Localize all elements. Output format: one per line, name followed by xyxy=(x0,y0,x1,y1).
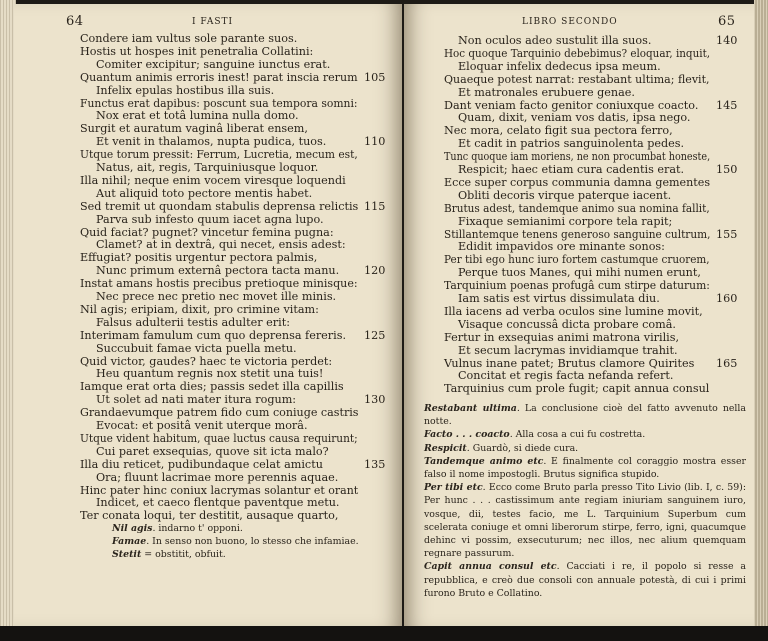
verse-line xyxy=(444,99,698,112)
verse-line xyxy=(80,200,358,213)
verse-text: Tarquinius cum prole fugit; capit annua consul xyxy=(444,382,710,396)
verse-text: Tunc quoque iam moriens, ne non procumbat honeste, xyxy=(444,150,711,164)
verse-text: Respicit; haec etiam cura cadentis erat. xyxy=(458,163,685,176)
verse-text: Parva sub infesto quum iacet agna lupo. xyxy=(96,212,324,226)
verse-text: Evocat: et positâ venit uterque morâ. xyxy=(96,419,308,432)
verse-line xyxy=(458,111,690,124)
verse-line xyxy=(80,174,346,187)
verse-text: Concitat et regis facta nefanda refert. xyxy=(458,369,674,383)
verse-line xyxy=(458,60,661,73)
footnote-lemma: Capit annua consul etc xyxy=(424,561,557,573)
verse-line xyxy=(96,367,323,380)
verse-line xyxy=(80,303,319,316)
verse-line xyxy=(80,432,358,445)
footnote-lemma: Restabant ultima xyxy=(424,403,517,414)
verse-line xyxy=(96,58,330,71)
footnote-text: = obstitit, obfuit. xyxy=(141,549,226,561)
verse-text: Indicet, et caeco flentque paventque metu. xyxy=(96,496,340,510)
verse-line xyxy=(96,84,274,97)
verse-text: Edidit impavidos ore minante sonos: xyxy=(458,240,665,254)
verse-text: Infelix epulas hostibus illa suis. xyxy=(96,83,275,97)
right-page xyxy=(404,4,754,626)
verse-line xyxy=(444,305,703,318)
verse-line xyxy=(80,509,338,522)
verse-line xyxy=(96,445,329,458)
footnote-text: . Guardò, si diede cura. xyxy=(466,442,579,454)
verse-line xyxy=(80,226,334,239)
verse-line xyxy=(80,329,346,342)
right-page-header xyxy=(404,14,754,32)
verse-line xyxy=(444,176,710,189)
footnotes xyxy=(112,522,392,562)
verse-line xyxy=(458,163,684,176)
verse-text: Illa nihil; neque enim vocem viresque loquendi xyxy=(80,173,346,187)
footnote xyxy=(424,428,746,441)
verse-text: Quid faciat? pugnet? vincetur femina pugna: xyxy=(80,225,334,239)
verse-text: Utque vident habitum, quae luctus causa requirunt; xyxy=(80,431,358,445)
footnote xyxy=(424,402,746,428)
verse-line xyxy=(96,496,339,509)
line-number: 115 xyxy=(364,199,386,213)
verse-text: Quid victor, gaudes? haec te victoria perdet: xyxy=(80,354,333,368)
line-number: 140 xyxy=(716,34,738,47)
verse-text: Vulnus inane patet; Brutus clamore Quirites xyxy=(444,356,695,370)
verse-text: Clamet? at in dextrâ, qui necet, ensis adest: xyxy=(96,238,346,252)
verse-line xyxy=(80,122,308,135)
verse-line xyxy=(458,86,635,99)
verse-line xyxy=(444,382,709,395)
footnote xyxy=(112,522,392,535)
verse-text: Quantum animis erroris inest! parat inscia rerum xyxy=(80,70,358,84)
verse-line xyxy=(80,71,358,84)
verse-line xyxy=(444,124,673,137)
verse-text: Ut solet ad nati mater itura rogum: xyxy=(96,393,297,407)
verse-text: Fertur in exsequias animi matrona virilis, xyxy=(444,330,680,344)
verse-text: Ecce super corpus communia damna gementes xyxy=(444,175,711,189)
verse-line xyxy=(96,135,326,148)
verse-text: Quam, dixit, veniam vos datis, ipsa nego. xyxy=(458,111,691,125)
verse-line xyxy=(80,32,297,45)
page-number: 65 xyxy=(718,14,736,29)
footnote xyxy=(112,548,392,561)
verse-line xyxy=(458,215,672,228)
verse-text: Perque tuos Manes, qui mihi numen erunt, xyxy=(458,266,701,280)
verse-line xyxy=(80,45,313,58)
verse-text: Nox erat et totâ lumina nulla domo. xyxy=(96,109,299,123)
verse-line xyxy=(96,187,312,200)
footnote xyxy=(424,560,746,600)
verse-line xyxy=(444,73,710,86)
verse-text: Stillantemque tenens generoso sanguine cultrum, xyxy=(444,227,711,241)
verse-text: Non oculos adeo sustulit illa suos. xyxy=(458,34,652,47)
verse-text: Illa iacens ad verba oculos sine lumine movit, xyxy=(444,304,703,318)
verse-line xyxy=(80,380,344,393)
footnote-text: . Cacciati i re, il popolo si resse a repubblica, e creò due consoli con annuale potestà, di cui i primi furono Bruto e Collatino. xyxy=(424,561,746,599)
verse-line xyxy=(96,109,299,122)
verse-text: Ter conata loqui, ter destitit, ausaque quarto, xyxy=(80,509,339,523)
footnote-text: . E finalmente col coraggio mostra esser falso il nome impostogli. Brutus significa stupido. xyxy=(424,455,746,481)
verse-text: Obliti decoris virque paterque iacent. xyxy=(458,188,672,202)
verse-text: Hostis ut hospes init penetralia Collatini: xyxy=(80,44,314,58)
footnote-text: . La conclusione cioè del fatto avvenuto nella notte. xyxy=(424,403,747,428)
verse-line xyxy=(96,213,324,226)
footnote-lemma: Nil agis xyxy=(112,523,153,534)
verse-text: Instat amans hostis precibus pretioque minisque: xyxy=(80,277,358,291)
line-number: 120 xyxy=(364,264,386,278)
verse-line xyxy=(96,471,338,484)
left-page xyxy=(14,4,402,626)
verse-text: Effugiat? positis urgentur pectora palmis, xyxy=(80,251,318,265)
verse-line xyxy=(80,97,358,110)
verse-text: Natus, ait, regis, Tarquiniusque loquor. xyxy=(96,161,319,174)
line-number: 160 xyxy=(716,292,738,305)
footnote-lemma: Facto . . . coacto xyxy=(424,429,510,441)
verse-line xyxy=(444,202,710,215)
page-edges-right xyxy=(754,0,768,641)
verse-line xyxy=(458,266,701,279)
footnote-lemma: Respicit xyxy=(424,442,467,454)
verse-text: Tarquinium poenas profugâ cum stirpe daturum: xyxy=(444,279,710,293)
line-number: 105 xyxy=(364,70,386,84)
verse-text: Eloquar infelix dedecus ipsa meum. xyxy=(458,59,661,73)
verse-line xyxy=(458,137,684,150)
footnote xyxy=(424,481,746,560)
scan-bottom-edge xyxy=(0,626,768,641)
verse-text: Nunc primum externâ pectora tacta manu. xyxy=(96,264,340,278)
line-number: 135 xyxy=(364,457,386,471)
page-number: 64 xyxy=(66,14,84,29)
verse-line xyxy=(458,292,660,305)
verse-text: Quaeque potest narrat: restabant ultima; flevit, xyxy=(444,72,710,86)
verse-text: Et matronales erubuere genae. xyxy=(458,85,635,99)
left-page-header xyxy=(14,14,402,32)
verse-line xyxy=(444,357,694,370)
verse-text: Succubuit famae victa puella metu. xyxy=(96,341,297,355)
verse-text: Functus erat dapibus: poscunt sua tempora somni: xyxy=(80,96,358,110)
verse-text: Et venit in thalamos, nupta pudica, tuos. xyxy=(96,135,327,149)
verse-line xyxy=(458,240,665,253)
verse-line xyxy=(444,253,710,266)
footnote xyxy=(112,535,392,548)
verse-line xyxy=(80,277,358,290)
line-number: 110 xyxy=(364,135,386,149)
verse-text: Visaque concussâ dicta probare comâ. xyxy=(458,317,676,331)
line-number: 155 xyxy=(716,227,738,241)
verse-text: Et cadit in patrios sanguinolenta pedes. xyxy=(458,137,685,151)
verse-text: Ora; fluunt lacrimae more perennis aquae. xyxy=(96,470,339,484)
verse-text: Nec mora, celato figit sua pectora ferro, xyxy=(444,124,673,138)
verse-text: Brutus adest, tandemque animo sua nomina fallit, xyxy=(444,201,710,215)
verse-line xyxy=(96,419,308,432)
footnote-text: . Alla cosa a cui fu costretta. xyxy=(509,429,646,441)
verse-line xyxy=(96,393,296,406)
verse-line xyxy=(80,458,323,471)
verse-text: Et secum lacrymas invidiamque trahit. xyxy=(458,343,678,357)
verse-line xyxy=(96,264,339,277)
verse-text: Comiter excipitur; sanguine iunctus erat. xyxy=(96,57,331,71)
verse-text: Condere iam vultus sole parante suos. xyxy=(80,32,298,45)
verse-text: Nec prece nec pretio nec movet ille minis. xyxy=(96,290,337,303)
verse-text: Dant veniam facto genitor coniuxque coacto. xyxy=(444,98,699,112)
verse-text: Surgit et auratum vaginâ liberat ensem, xyxy=(80,122,308,136)
verse-line xyxy=(458,34,651,47)
verse-line xyxy=(96,316,290,329)
footnote xyxy=(424,442,746,455)
verse-line xyxy=(458,369,673,382)
verse-text: Heu quantum regnis nox stetit una tuis! xyxy=(96,367,324,381)
verse-text: Aut aliquid toto pectore mentis habet. xyxy=(96,186,313,200)
verse-text: Nil agis; eripiam, dixit, pro crimine vitam: xyxy=(80,302,319,316)
verse-text: Grandaevumque patrem fido cum coniuge castris xyxy=(80,406,359,420)
running-title: I FASTI xyxy=(192,17,234,27)
verse-line xyxy=(444,150,710,163)
verse-line xyxy=(80,251,317,264)
footnote-text: . indarno t' opponi. xyxy=(152,523,243,534)
verse-line xyxy=(444,228,710,241)
verse-text: Iam satis est virtus dissimulata diu. xyxy=(458,292,660,305)
verse-text: Sed tremit ut quondam stabulis deprensa relictis xyxy=(80,199,359,213)
verse-line xyxy=(80,406,359,419)
verse-line xyxy=(458,344,678,357)
verse-line xyxy=(80,355,332,368)
verse-text: Fixaque semianimi corpore tela rapit; xyxy=(458,214,673,228)
footnote xyxy=(424,455,746,481)
verse-text: Per tibi ego hunc iuro fortem castumque cruorem, xyxy=(444,253,710,267)
verse-text: Cui paret exsequias, quove sit icta malo? xyxy=(96,444,329,458)
verse-text: Hoc quoque Tarquinio debebimus? eloquar, inquit, xyxy=(444,46,711,60)
footnote-lemma: Stetit xyxy=(112,549,142,561)
line-number: 130 xyxy=(364,393,386,407)
verse-line xyxy=(96,342,297,355)
verse-text: Falsus adulterii testis adulter erit: xyxy=(96,315,290,329)
footnote-lemma: Tandemque animo etc xyxy=(424,455,544,467)
line-number: 150 xyxy=(716,163,738,176)
verse-line xyxy=(444,47,710,60)
footnotes xyxy=(424,402,746,600)
verse-line xyxy=(444,279,710,292)
verse-text: Utque torum pressit: Ferrum, Lucretia, mecum est, xyxy=(80,148,358,162)
verse-line xyxy=(96,238,346,251)
verse-text: Interimam famulum cum quo deprensa fereris. xyxy=(80,328,347,342)
verse-text: Illa diu reticet, pudibundaque celat amictu xyxy=(80,457,323,471)
verse-line xyxy=(80,484,358,497)
footnote-text: . In senso non buono, lo stesso che infamiae. xyxy=(146,536,359,548)
footnote-lemma: Per tibi etc xyxy=(424,482,483,494)
verse-text: Hinc pater hinc coniux lacrymas solantur et orant xyxy=(80,483,359,497)
line-number: 145 xyxy=(716,98,738,112)
line-number: 125 xyxy=(364,328,386,342)
footnote-text: . Ecco come Bruto parla presso Tito Livio (lib. I, c. 59): Per hunc . . . castissimum ante regiam iniuriam sanguinem iuro, vosque, dii, testes facio, me L. Tarquinium Superbum cum scelerata coniuge et omni liberorum stirpe, ferro, igni, quacumque dehinc vi possim, exsecuturum; nec illos, nec alium quemquam regnare passurum. xyxy=(424,482,746,560)
verse-text: Iamque erat orta dies; passis sedet illa capillis xyxy=(80,380,344,394)
running-title: LIBRO SECONDO xyxy=(522,17,618,27)
verse-line xyxy=(96,290,336,303)
verse-line xyxy=(458,189,671,202)
footnote-lemma: Famae xyxy=(112,536,147,548)
verse-line xyxy=(444,331,679,344)
line-number: 165 xyxy=(716,356,738,370)
verse-line xyxy=(80,148,358,161)
verse-line xyxy=(458,318,676,331)
verse-line xyxy=(96,161,318,174)
